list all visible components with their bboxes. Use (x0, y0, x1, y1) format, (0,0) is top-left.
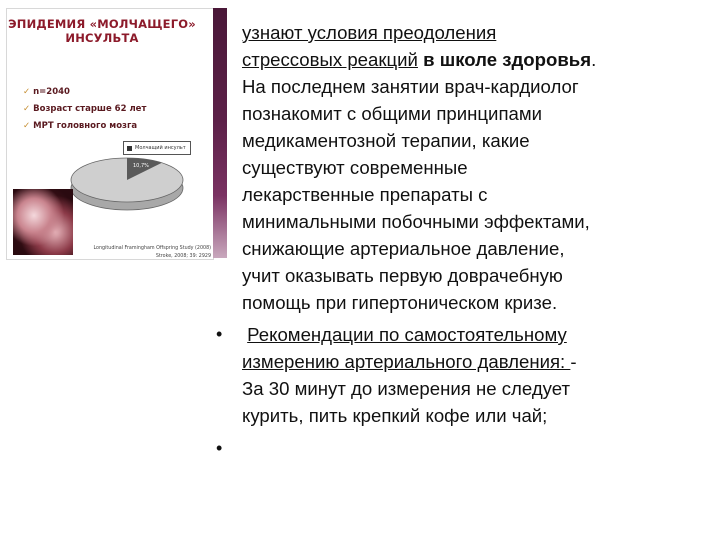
figure-title (7, 17, 197, 45)
text-line: помощь при гипертоническом кризе. (242, 292, 558, 313)
text-line: снижающие артериальное давление, (242, 238, 565, 259)
text-line (242, 435, 696, 462)
text-line: существуют современные (242, 157, 468, 178)
figure-source-line2: Stroke, 2008; 39: 2929 (155, 254, 211, 259)
slide-figure (6, 8, 214, 260)
text-line (242, 46, 696, 73)
text-line: За 30 минут до измерения не следует (242, 378, 570, 399)
paragraph-recommendations (216, 321, 696, 429)
legend-label: Молчащий инсульт (135, 145, 186, 151)
figure-bullet: ✓ Возраст старше 62 лет (23, 104, 147, 114)
hyperlink-stress-2[interactable]: стрессовых реакций (242, 49, 418, 70)
figure-bullet: ✓ МРТ головного мозга (23, 121, 138, 131)
text-line: учит оказывать первую доврачебную (242, 265, 563, 286)
check-icon: ✓ (23, 121, 31, 131)
paragraph-empty (216, 435, 696, 462)
text-line: На последнем занятии врач-кардиолог (242, 76, 579, 97)
main-text (216, 19, 696, 462)
period: . (591, 49, 597, 70)
paragraph-school (216, 19, 696, 316)
figure-bullet-list (23, 84, 146, 135)
text-line: курить, пить крепкий кофе или чай; (242, 405, 548, 426)
pie-slice-label: 10,7% (133, 163, 149, 169)
legend-swatch (127, 146, 132, 151)
text-line: лекарственные препараты с (242, 184, 488, 205)
check-icon: ✓ (23, 104, 31, 114)
text-line: медикаментозной терапии, какие (242, 130, 530, 151)
figure-title-line2: ИНСУЛЬТА (65, 31, 139, 45)
bold-school-phrase: в школе здоровья (423, 49, 592, 70)
text-line: минимальными побочными эффектами, (242, 211, 590, 232)
dash: - (570, 351, 577, 372)
brain-photo (13, 189, 73, 255)
text-line (242, 19, 696, 46)
figure-source (77, 245, 211, 261)
hyperlink-stress-1[interactable]: узнают условия преодоления (242, 22, 497, 43)
pie-chart (67, 154, 187, 214)
text-line: познакомит с общими принципами (242, 103, 543, 124)
figure-source-line1: Longitudinal Framingham Offspring Study (2008) (93, 246, 211, 251)
hyperlink-recommendations-2[interactable]: измерению артериального давления: (242, 351, 571, 372)
bullet-icon: • (216, 438, 223, 458)
pie-legend (123, 141, 191, 155)
text-line (242, 348, 696, 375)
text-line (242, 321, 696, 348)
hyperlink-recommendations-1[interactable]: Рекомендации по самостоятельному (247, 324, 567, 345)
bullet-icon: • (216, 324, 223, 344)
check-icon: ✓ (23, 87, 31, 97)
figure-title-line1: ЭПИДЕМИЯ «МОЛЧАЩЕГО» (8, 17, 196, 31)
figure-bullet: ✓ n=2040 (23, 87, 70, 97)
